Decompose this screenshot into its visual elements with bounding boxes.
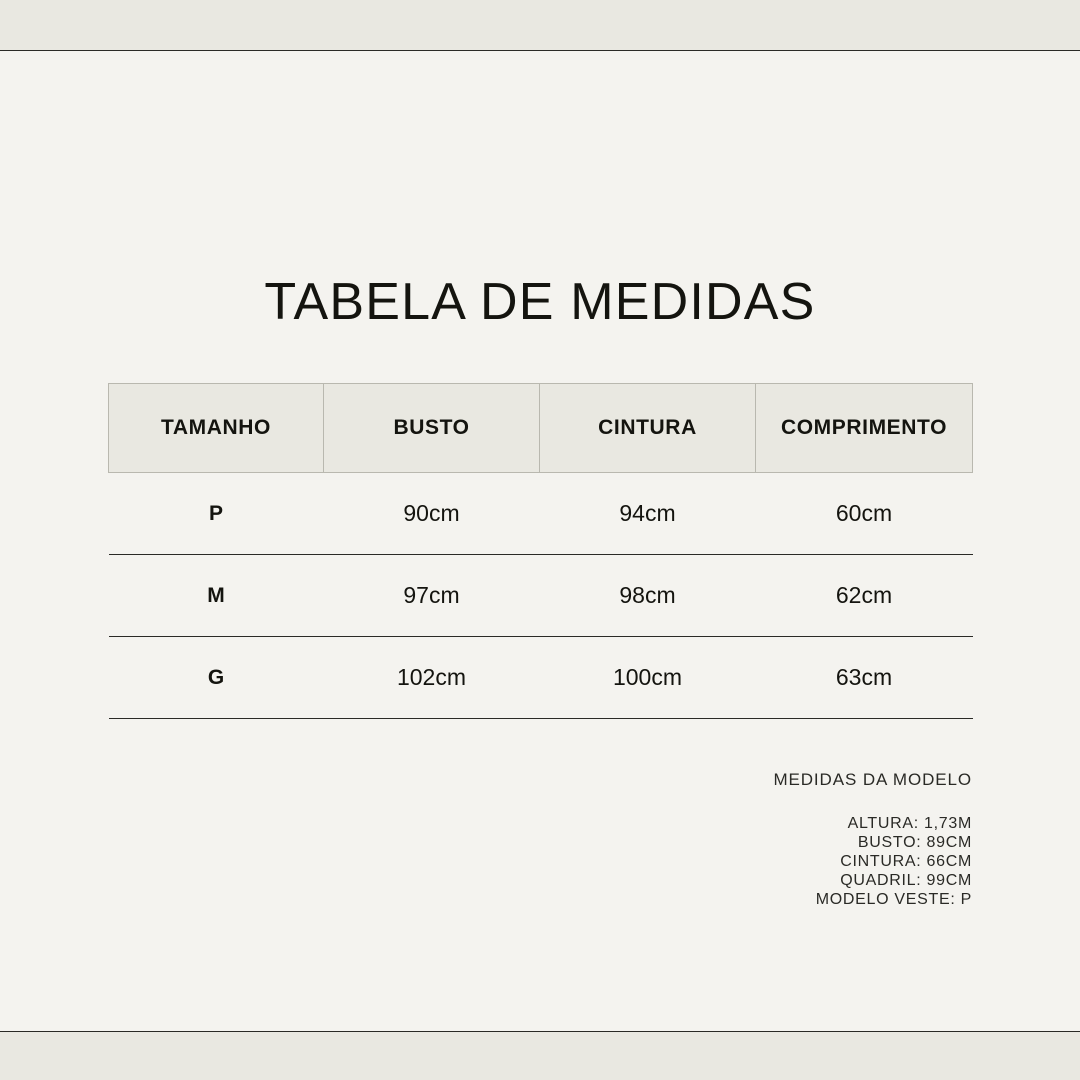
cell-busto: 102cm (324, 637, 540, 719)
column-header-tamanho: TAMANHO (109, 384, 324, 473)
model-hip: QUADRIL: 99CM (840, 872, 972, 889)
model-measurements-heading: MEDIDAS DA MODELO (773, 770, 972, 789)
cell-busto: 97cm (324, 555, 540, 637)
table-row (109, 637, 973, 719)
table-header (109, 384, 973, 473)
cell-size: M (109, 555, 324, 637)
cell-busto: 90cm (324, 473, 540, 555)
model-bust: BUSTO: 89CM (857, 834, 972, 851)
bottom-band (0, 1031, 1080, 1080)
table-row (109, 473, 973, 555)
column-header-busto: BUSTO (324, 384, 540, 473)
column-header-comprimento: COMPRIMENTO (756, 384, 973, 473)
cell-comprimento: 62cm (756, 555, 973, 637)
model-measurements-block (108, 770, 972, 909)
cell-size: G (109, 637, 324, 719)
page-title: TABELA DE MEDIDAS (264, 273, 816, 331)
cell-size: P (109, 473, 324, 555)
size-table (108, 383, 973, 719)
size-table-container (108, 383, 972, 719)
table-row (109, 555, 973, 637)
top-band (0, 0, 1080, 51)
cell-cintura: 94cm (540, 473, 756, 555)
table-body (109, 473, 973, 719)
cell-comprimento: 63cm (756, 637, 973, 719)
cell-cintura: 98cm (540, 555, 756, 637)
page-content (0, 50, 1080, 1032)
cell-cintura: 100cm (540, 637, 756, 719)
model-wears-size: MODELO VESTE: P (815, 891, 972, 908)
model-waist: CINTURA: 66CM (840, 853, 972, 870)
table-header-row (109, 384, 973, 473)
cell-comprimento: 60cm (756, 473, 973, 555)
model-height: ALTURA: 1,73M (847, 815, 972, 832)
column-header-cintura: CINTURA (540, 384, 756, 473)
